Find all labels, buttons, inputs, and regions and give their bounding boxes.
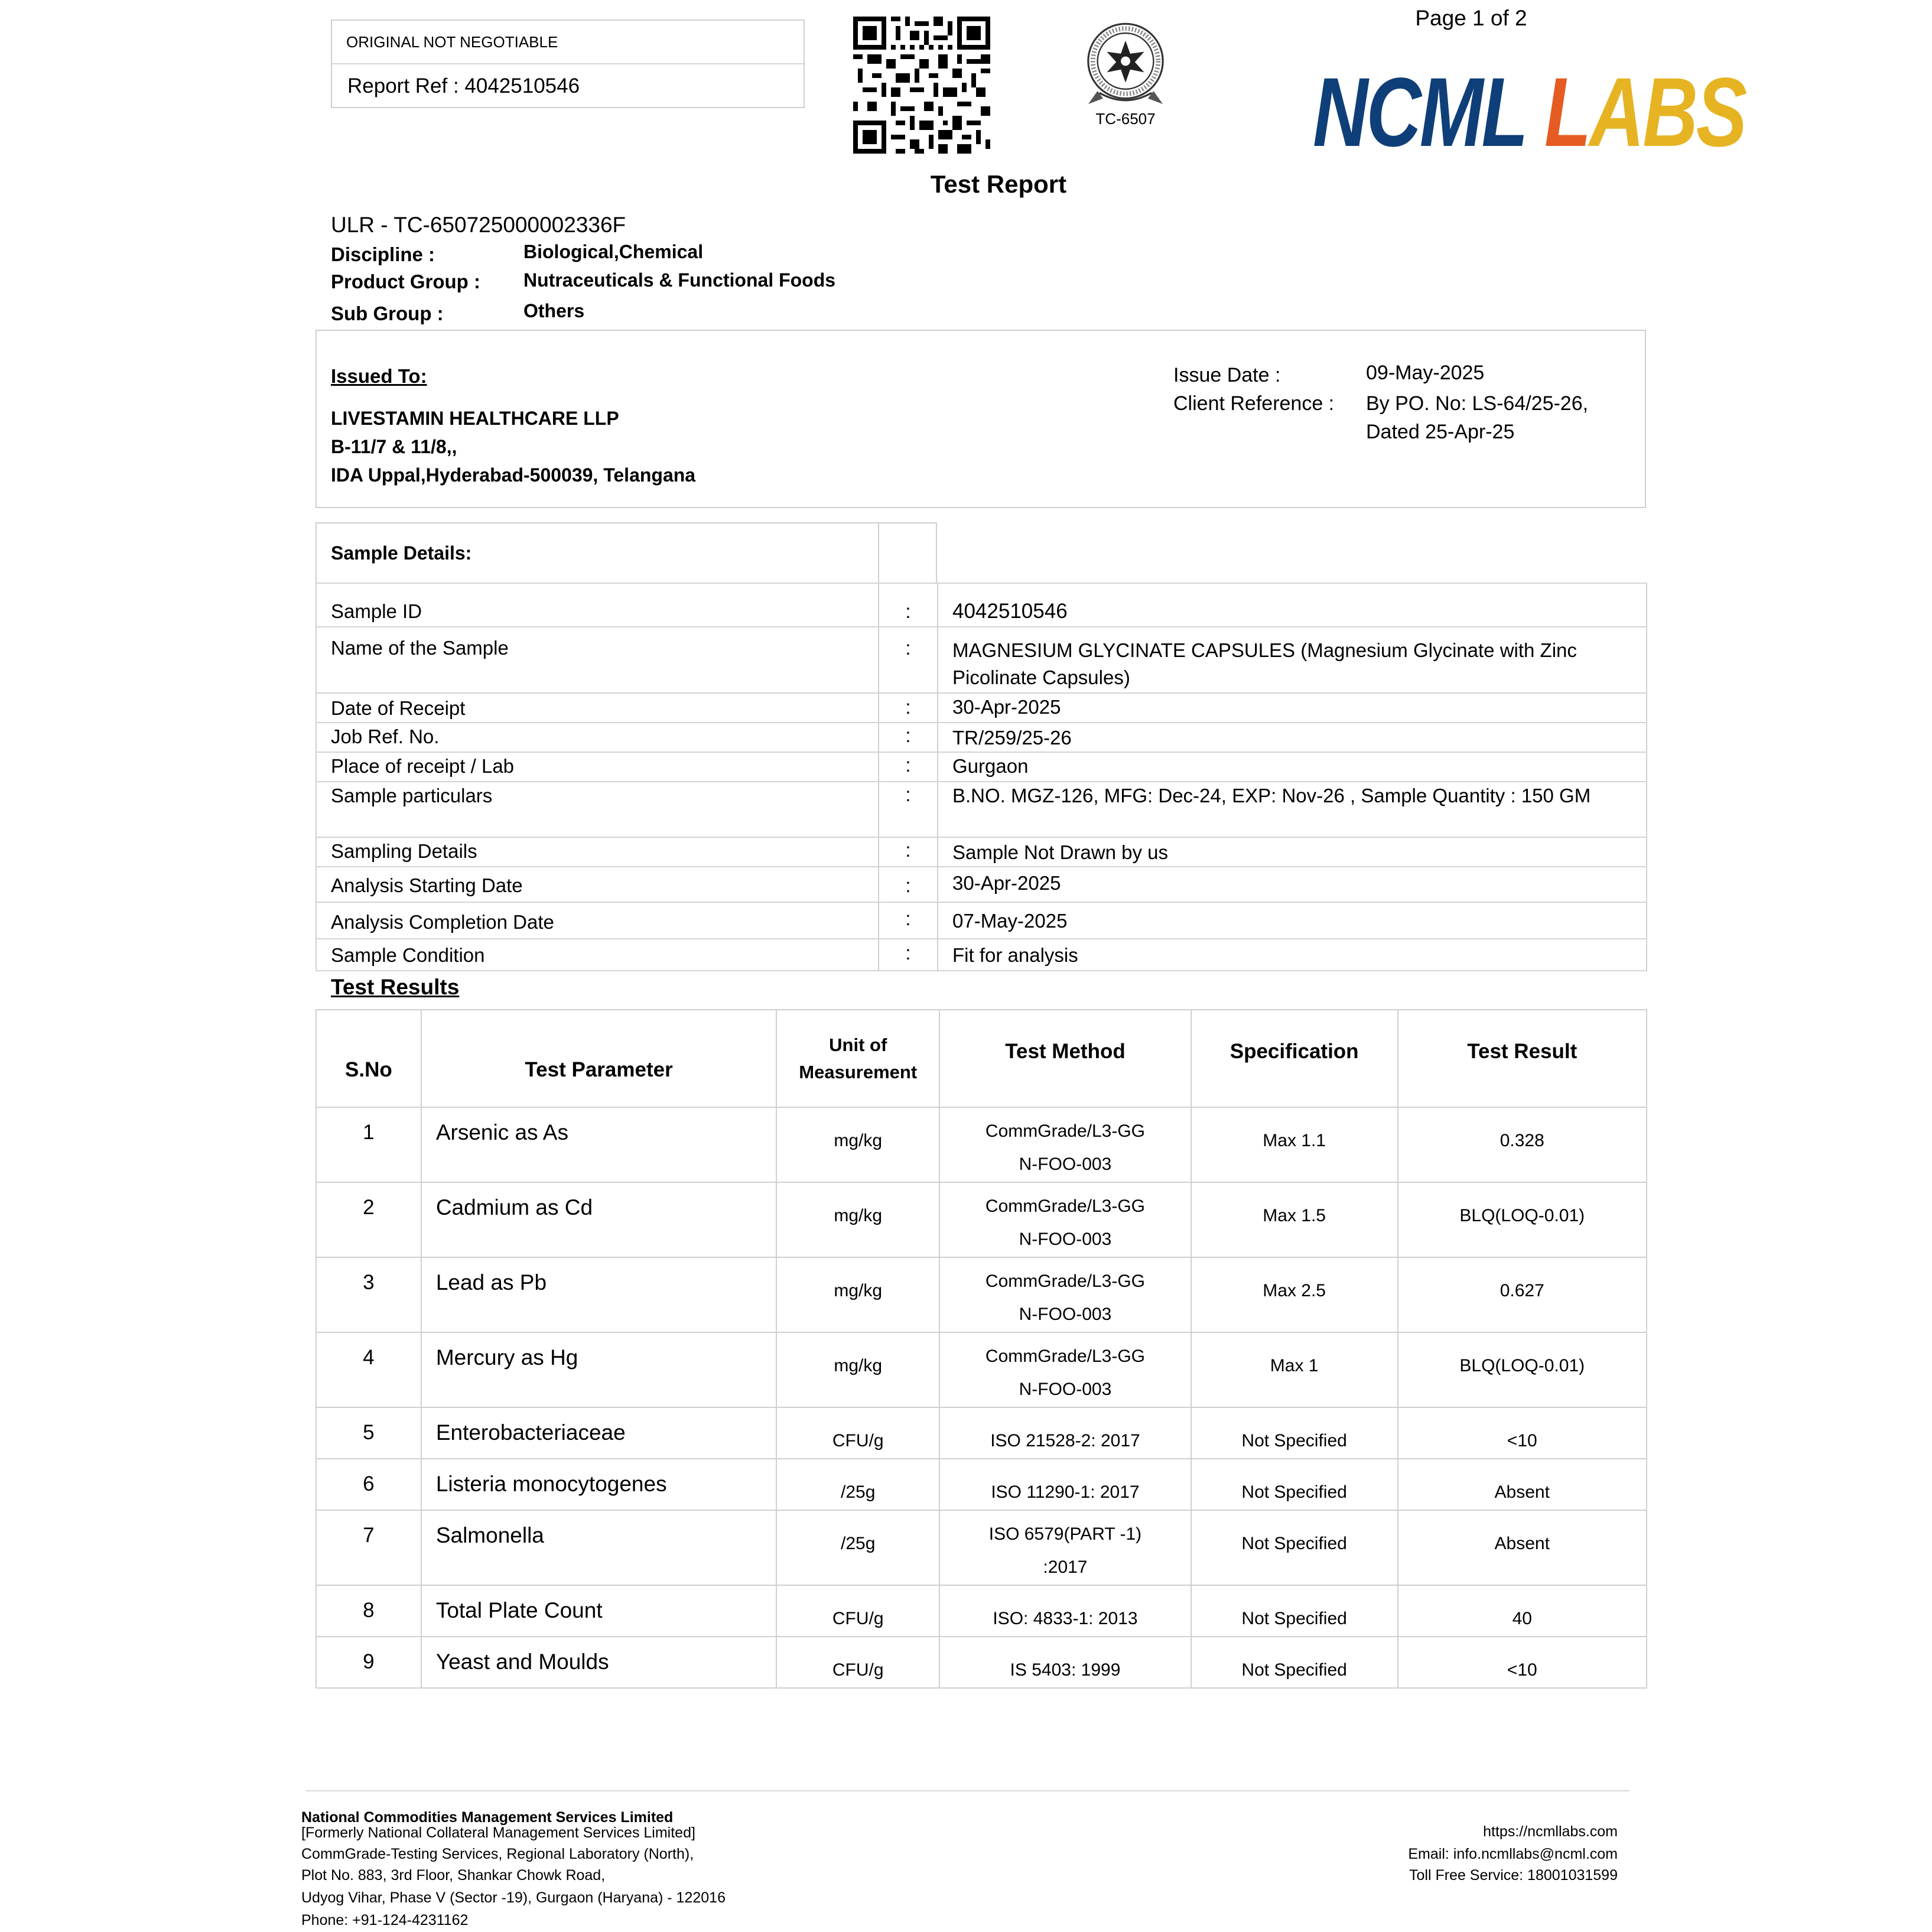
cell-spec: Not Specified — [1191, 1510, 1398, 1585]
discipline-value: Biological,Chemical — [523, 241, 704, 262]
cell-unit: mg/kg — [776, 1182, 939, 1257]
sample-sep: : — [879, 867, 938, 902]
sample-sep: : — [879, 782, 938, 837]
cell-sno: 5 — [316, 1407, 421, 1459]
issued-to-heading: Issued To: — [331, 365, 427, 387]
table-row — [316, 1257, 1647, 1332]
issue-date-value: 09-May-2025 — [1366, 362, 1485, 384]
cell-spec: Max 2.5 — [1191, 1257, 1398, 1332]
sample-value: Sample Not Drawn by us — [938, 837, 1647, 867]
table-row — [316, 1182, 1647, 1257]
footer-tollfree: Toll Free Service: 18001031599 — [1409, 1867, 1618, 1884]
cell-param: Total Plate Count — [421, 1585, 777, 1637]
table-row — [316, 837, 1647, 867]
client-reference-label: Client Reference : — [1173, 392, 1335, 415]
cell-param: Salmonella — [421, 1510, 777, 1585]
footer-website[interactable]: https://ncmllabs.com — [1483, 1823, 1618, 1840]
sample-sep: : — [879, 627, 938, 693]
client-address-line1: B-11/7 & 11/8,, — [331, 436, 457, 457]
issued-to-box — [316, 330, 1646, 508]
sample-sep: : — [879, 723, 938, 752]
cell-unit: mg/kg — [776, 1332, 939, 1407]
table-row — [316, 723, 1647, 752]
accreditation-code: TC-6507 — [1095, 110, 1156, 128]
cell-sno: 2 — [316, 1182, 421, 1257]
table-row — [316, 782, 1647, 837]
footer-company: National Commodities Management Services Limited — [301, 1809, 674, 1826]
cell-sno: 3 — [316, 1257, 421, 1332]
discipline-label: Discipline : — [331, 243, 435, 265]
sample-label: Name of the Sample — [316, 627, 879, 693]
sample-label: Date of Receipt — [316, 693, 879, 723]
client-address-line2: IDA Uppal,Hyderabad-500039, Telangana — [331, 464, 696, 486]
cell-spec: Not Specified — [1191, 1407, 1398, 1459]
sample-sep: : — [879, 837, 938, 867]
cell-param: Cadmium as Cd — [421, 1182, 777, 1257]
table-row — [316, 752, 1647, 782]
sample-sep: : — [879, 902, 938, 939]
table-row — [316, 693, 1647, 723]
cell-result: <10 — [1398, 1407, 1647, 1459]
sample-value: B.NO. MGZ-126, MFG: Dec-24, EXP: Nov-26 , Sample Quantity : 150 GM — [938, 782, 1647, 837]
client-name: LIVESTAMIN HEALTHCARE LLP — [331, 408, 619, 429]
cell-method: CommGrade/L3-GG N-FOO-003 — [939, 1257, 1191, 1332]
sample-value: 07-May-2025 — [938, 902, 1647, 939]
cell-param: Enterobacteriaceae — [421, 1407, 777, 1459]
cell-result: Absent — [1398, 1510, 1647, 1585]
cell-unit: mg/kg — [776, 1107, 939, 1182]
col-specification: Specification — [1191, 1010, 1398, 1107]
accreditation-seal-icon — [1079, 20, 1172, 109]
sample-label: Sample particulars — [316, 782, 879, 837]
test-results-table — [316, 1009, 1647, 1689]
report-ref-box — [331, 19, 805, 108]
table-row — [316, 1637, 1647, 1688]
cell-result: 0.627 — [1398, 1257, 1647, 1332]
sample-label: Analysis Completion Date — [316, 902, 879, 939]
table-row — [316, 939, 1647, 971]
sample-value: Fit for analysis — [938, 939, 1647, 971]
cell-spec: Not Specified — [1191, 1459, 1398, 1510]
cell-unit: CFU/g — [776, 1637, 939, 1688]
ulr-number: ULR - TC-650725000002336F — [331, 213, 626, 237]
table-header-row — [316, 1010, 1647, 1107]
cell-method: ISO 11290-1: 2017 — [939, 1459, 1191, 1510]
table-row — [316, 867, 1647, 902]
ncml-labs-logo: NCML LABS — [1313, 58, 1745, 167]
test-results-heading: Test Results — [331, 975, 460, 999]
cell-unit: /25g — [776, 1459, 939, 1510]
cell-method: CommGrade/L3-GG N-FOO-003 — [939, 1107, 1191, 1182]
cell-spec: Max 1.5 — [1191, 1182, 1398, 1257]
footer-phone: Phone: +91-124-4231162 — [301, 1912, 469, 1928]
sample-sep: : — [879, 752, 938, 782]
cell-spec: Not Specified — [1191, 1637, 1398, 1688]
client-reference-line1: By PO. No: LS-64/25-26, — [1366, 392, 1589, 415]
product-group-label: Product Group : — [331, 271, 480, 292]
cell-result: <10 — [1398, 1637, 1647, 1688]
table-row — [316, 583, 1647, 627]
cell-param: Mercury as Hg — [421, 1332, 777, 1407]
table-row — [316, 627, 1647, 693]
col-test-parameter: Test Parameter — [421, 1010, 777, 1107]
sample-label: Sample Condition — [316, 939, 879, 971]
table-row — [316, 1332, 1647, 1407]
footer-address-line1: CommGrade-Testing Services, Regional Laboratory (North), — [301, 1846, 694, 1862]
footer-formerly: [Formerly National Collateral Management Services Limited] — [301, 1824, 695, 1841]
cell-method: ISO: 4833-1: 2013 — [939, 1585, 1191, 1637]
cell-spec: Not Specified — [1191, 1585, 1398, 1637]
sample-value: TR/259/25-26 — [938, 723, 1647, 752]
cell-spec: Max 1 — [1191, 1332, 1398, 1407]
sample-label: Sampling Details — [316, 837, 879, 867]
col-test-method: Test Method — [939, 1010, 1191, 1107]
footer-address-line3: Udyog Vihar, Phase V (Sector -19), Gurgaon (Haryana) - 122016 — [301, 1889, 726, 1906]
cell-result: Absent — [1398, 1459, 1647, 1510]
cell-param: Arsenic as As — [421, 1107, 777, 1182]
sample-label: Job Ref. No. — [316, 723, 879, 752]
sample-label: Place of receipt / Lab — [316, 752, 879, 782]
cell-sno: 6 — [316, 1459, 421, 1510]
table-row — [316, 1459, 1647, 1510]
table-row — [316, 1107, 1647, 1182]
sub-group-value: Others — [523, 300, 585, 321]
page-number: Page 1 of 2 — [1415, 6, 1527, 30]
cell-result: BLQ(LOQ-0.01) — [1398, 1332, 1647, 1407]
original-not-negotiable: ORIGINAL NOT NEGOTIABLE — [332, 21, 804, 64]
sample-sep: : — [879, 693, 938, 723]
sample-label: Analysis Starting Date — [316, 867, 879, 902]
cell-sno: 9 — [316, 1637, 421, 1688]
cell-sno: 1 — [316, 1107, 421, 1182]
footer-email[interactable]: Email: info.ncmllabs@ncml.com — [1408, 1846, 1618, 1862]
cell-result: BLQ(LOQ-0.01) — [1398, 1182, 1647, 1257]
cell-param: Listeria monocytogenes — [421, 1459, 777, 1510]
sample-label: Sample ID — [316, 583, 879, 627]
sample-details-heading: Sample Details: — [331, 542, 472, 564]
col-sno: S.No — [316, 1010, 421, 1107]
sample-sep: : — [879, 939, 938, 971]
sample-value: 30-Apr-2025 — [938, 867, 1647, 902]
col-unit: Unit of Measurement — [776, 1010, 939, 1107]
sample-details-header — [316, 522, 937, 584]
cell-method: CommGrade/L3-GG N-FOO-003 — [939, 1182, 1191, 1257]
cell-result: 40 — [1398, 1585, 1647, 1637]
cell-unit: /25g — [776, 1510, 939, 1585]
table-row — [316, 902, 1647, 939]
sample-value: 4042510546 — [938, 583, 1647, 627]
sample-value: 30-Apr-2025 — [938, 693, 1647, 723]
qr-code-icon — [846, 17, 997, 154]
sample-value: Gurgaon — [938, 752, 1647, 782]
cell-method: ISO 6579(PART -1) :2017 — [939, 1510, 1191, 1585]
page-title: Test Report — [930, 170, 1067, 198]
cell-spec: Max 1.1 — [1191, 1107, 1398, 1182]
cell-method: IS 5403: 1999 — [939, 1637, 1191, 1688]
table-row — [316, 1407, 1647, 1459]
client-reference-line2: Dated 25-Apr-25 — [1366, 421, 1515, 443]
cell-sno: 7 — [316, 1510, 421, 1585]
report-ref: Report Ref : 4042510546 — [347, 74, 580, 97]
sample-sep: : — [879, 583, 938, 627]
cell-param: Yeast and Moulds — [421, 1637, 777, 1688]
cell-result: 0.328 — [1398, 1107, 1647, 1182]
cell-unit: CFU/g — [776, 1407, 939, 1459]
cell-sno: 4 — [316, 1332, 421, 1407]
cell-param: Lead as Pb — [421, 1257, 777, 1332]
sub-group-label: Sub Group : — [331, 303, 444, 324]
sample-details-divider — [878, 523, 879, 583]
footer-divider — [306, 1790, 1629, 1791]
cell-sno: 8 — [316, 1585, 421, 1637]
col-test-result: Test Result — [1398, 1010, 1647, 1107]
cell-unit: mg/kg — [776, 1257, 939, 1332]
product-group-value: Nutraceuticals & Functional Foods — [523, 269, 836, 291]
cell-unit: CFU/g — [776, 1585, 939, 1637]
sample-value: MAGNESIUM GLYCINATE CAPSULES (Magnesium Glycinate with Zinc Picolinate Capsules) — [938, 627, 1647, 693]
table-row — [316, 1585, 1647, 1637]
issue-date-label: Issue Date : — [1173, 364, 1281, 386]
cell-method: CommGrade/L3-GG N-FOO-003 — [939, 1332, 1191, 1407]
footer-address-line2: Plot No. 883, 3rd Floor, Shankar Chowk Road, — [301, 1867, 606, 1884]
sample-details-table — [316, 583, 1647, 971]
table-row — [316, 1510, 1647, 1585]
cell-method: ISO 21528-2: 2017 — [939, 1407, 1191, 1459]
